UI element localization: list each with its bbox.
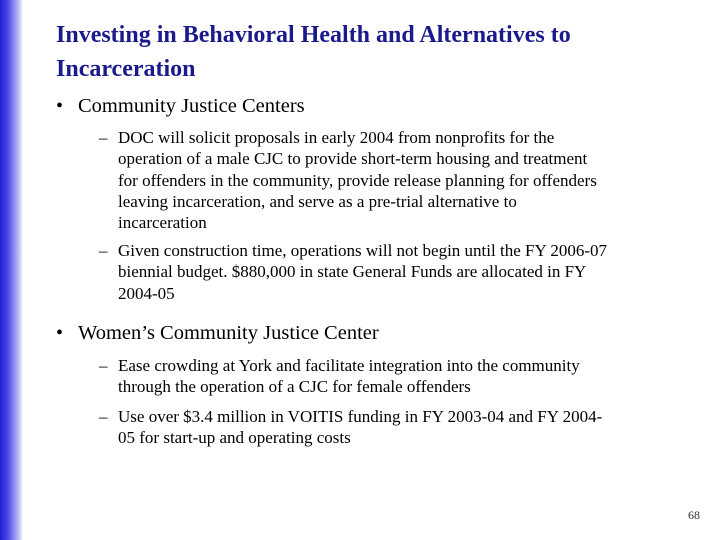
- sub-bullet-line: biennial budget. $880,000 in state General Funds are allocated in FY: [118, 262, 587, 282]
- dash-icon: –: [99, 128, 108, 147]
- sub-bullet-text: [118, 127, 698, 233]
- sub-bullet-line: Use over $3.4 million in VOITIS funding in FY 2003-04 and FY 2004-: [118, 407, 603, 426]
- sub-bullet-line: DOC will solicit proposals in early 2004 from nonprofits for the: [118, 128, 555, 147]
- dash-icon: –: [99, 241, 108, 260]
- sub-bullet-text: [118, 355, 698, 398]
- sub-bullet-line: through the operation of a CJC for female offenders: [118, 377, 471, 397]
- title-line: Investing in Behavioral Health and Alternatives to: [56, 22, 571, 48]
- left-accent-bar: [0, 0, 22, 540]
- sub-bullet-line: leaving incarceration, and serve as a pre-trial alternative to: [118, 191, 517, 211]
- title-line: Incarceration: [56, 56, 196, 82]
- sub-bullet-line: incarceration: [118, 213, 207, 233]
- sub-bullet-text: [118, 240, 698, 304]
- bullet-icon: •: [56, 322, 64, 344]
- slide-title: [56, 18, 696, 86]
- sub-bullet-line: operation of a male CJC to provide short-term housing and treatment: [118, 149, 588, 169]
- dash-icon: –: [99, 407, 108, 426]
- bullet-icon: •: [56, 95, 64, 117]
- sub-bullet-line: Given construction time, operations will not begin until the FY 2006-07: [118, 241, 607, 260]
- bullet-text: Community Justice Centers: [78, 95, 305, 117]
- sub-bullet-line: Ease crowding at York and facilitate integration into the community: [118, 356, 580, 375]
- sub-bullet-line: 2004-05: [118, 283, 175, 303]
- sub-bullet-line: 05 for start-up and operating costs: [118, 428, 351, 448]
- bullet-text: Women’s Community Justice Center: [78, 322, 379, 344]
- dash-icon: –: [99, 356, 108, 375]
- page-number: 68: [688, 508, 700, 522]
- sub-bullet-line: for offenders in the community, provide release planning for offenders: [118, 170, 597, 190]
- sub-bullet-text: [118, 406, 698, 449]
